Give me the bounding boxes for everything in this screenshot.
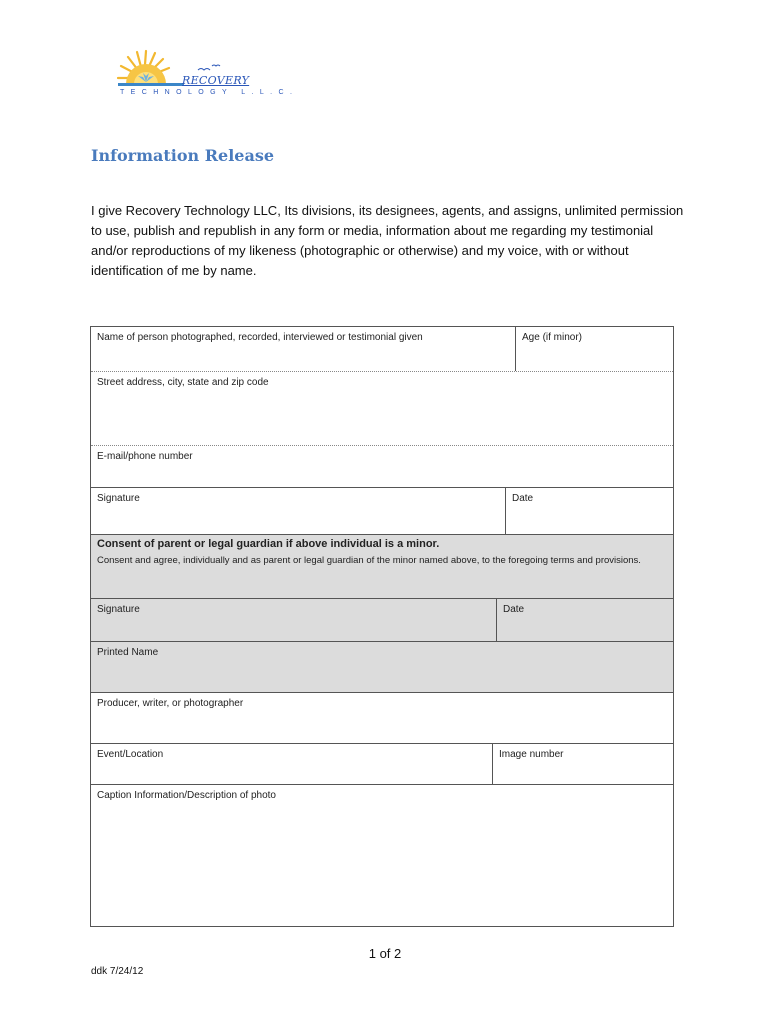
- producer-field[interactable]: [91, 693, 673, 743]
- email-row: [91, 445, 673, 487]
- logo-wordmark: RECOVERY: [182, 74, 250, 87]
- signature-field[interactable]: [91, 488, 505, 534]
- consent-title: Consent of parent or legal guardian if above individual is a minor.: [97, 538, 440, 550]
- caption-label: Caption Information/Description of photo: [97, 790, 276, 801]
- name-field[interactable]: [91, 327, 515, 371]
- consent-text: Consent and agree, individually and as parent or legal guardian of the minor named above, to the foregoing terms and provisions.: [97, 555, 641, 566]
- printed-name-row: [91, 641, 673, 692]
- caption-row: [91, 784, 673, 926]
- email-phone-field[interactable]: [91, 446, 673, 487]
- consent-row: [91, 534, 673, 598]
- event-row: [91, 743, 673, 784]
- name-row: [91, 327, 673, 371]
- signature-label: Signature: [97, 493, 140, 504]
- date-field[interactable]: [505, 488, 673, 534]
- signature-row: [91, 487, 673, 534]
- page-number: 1 of 2: [368, 946, 402, 961]
- caption-field[interactable]: [91, 785, 673, 926]
- event-location-label: Event/Location: [97, 749, 164, 760]
- age-field[interactable]: [515, 327, 673, 371]
- image-number-label: Image number: [499, 749, 564, 760]
- image-number-field[interactable]: [492, 744, 673, 784]
- email-phone-label: E-mail/phone number: [97, 451, 193, 462]
- address-label: Street address, city, state and zip code: [97, 377, 269, 388]
- printed-name-field[interactable]: [91, 642, 673, 692]
- release-form: [90, 326, 674, 927]
- age-label: Age (if minor): [522, 332, 583, 343]
- footer-revision: ddk 7/24/12: [91, 966, 144, 977]
- name-label: Name of person photographed, recorded, interviewed or testimonial given: [97, 332, 423, 343]
- producer-row: [91, 692, 673, 743]
- guardian-date-label: Date: [503, 604, 525, 615]
- date-label: Date: [512, 493, 534, 504]
- consent-block: [91, 535, 673, 598]
- page-title: Information Release: [91, 146, 275, 165]
- guardian-signature-row: [91, 598, 673, 641]
- address-field[interactable]: [91, 372, 673, 445]
- logo-subtitle: TECHNOLOGY L.L.C.: [120, 89, 299, 96]
- event-location-field[interactable]: [91, 744, 492, 784]
- printed-name-label: Printed Name: [97, 647, 159, 658]
- address-row: [91, 371, 673, 445]
- release-statement: I give Recovery Technology LLC, Its divisions, its designees, agents, and assigns, unlimited permission to use, publish and republish in any form or media, information about me regarding my testimonial and/or reproductions of my likeness (photographic or otherwise) and my voice, with or without identification of me by name.: [91, 203, 684, 278]
- guardian-signature-label: Signature: [97, 604, 140, 615]
- company-logo: [104, 48, 299, 104]
- guardian-date-field[interactable]: [496, 599, 673, 641]
- producer-label: Producer, writer, or photographer: [97, 698, 244, 709]
- guardian-signature-field[interactable]: [91, 599, 496, 641]
